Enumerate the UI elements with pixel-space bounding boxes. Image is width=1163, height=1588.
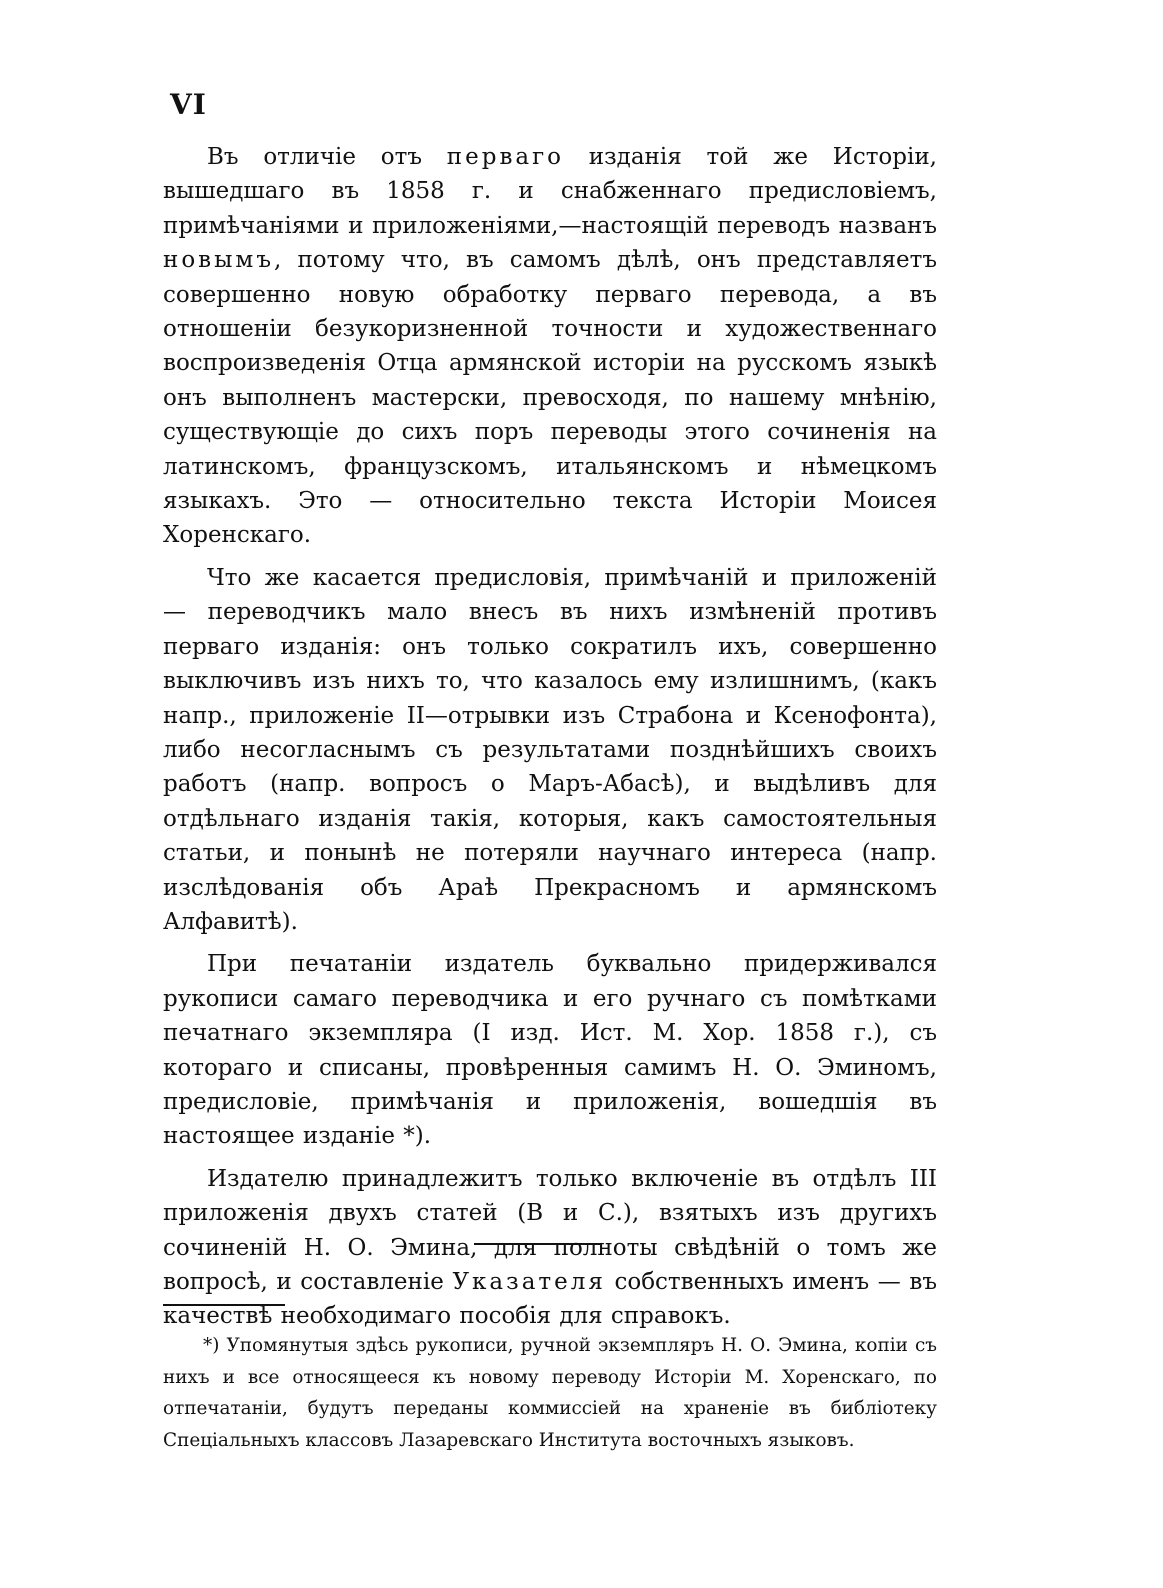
paragraph-3: При печатаніи издатель буквально придерживался рукописи самаго переводчика и его ручнаго съ помѣтками печатнаго экземпляра (I изд. Ист. М. Хор. 1858 г.), съ котораго и списаны, провѣренныя самимъ Н. О. Эминомъ, предисловіе, примѣчанія и приложенія, вошедшія въ настоящее изданіе *). [163,951,937,1150]
paragraph-1-emphasis-a: перваго [446,144,565,170]
paragraph-1-text-a: Въ отличіе отъ [207,144,447,170]
paragraph-4 [163,1162,937,1334]
main-text [163,140,937,1342]
paragraph-4-emphasis: Указателя [452,1269,606,1295]
paragraph-4-text-a: Издателю принадлежитъ только включеніе въ отдѣлъ III приложенія двухъ статей (В и С.), взятыхъ изъ другихъ сочиненій Н. О. Эмина, для полноты свѣдѣній о томъ же вопросѣ, и составленіе [163,1165,937,1295]
footnote-separator [163,1304,285,1306]
page-number: VI [170,88,207,121]
paragraph-1 [163,140,937,553]
paragraph-1-text-b: изданія той же Исторіи, вышедшаго въ 1858 г. и снабженнаго предисловіемъ, примѣчаніями и приложеніями,—настоящій переводъ названъ [163,144,937,239]
section-divider [474,1243,600,1245]
paragraph-1-text-c: , потому что, въ самомъ дѣлѣ, онъ представляетъ совершенно новую обработку перваго перевода, а въ отношеніи безукоризненной точности и художественнаго воспроизведенія Отца армянской исторіи на русскомъ языкѣ онъ выполненъ мастерски, превосходя, по нашему мнѣнію, существующіе до сихъ поръ переводы этого сочиненія на латинскомъ, французскомъ, итальянскомъ и нѣмецкомъ языкахъ. Это — относительно текста Исторіи Моисея Хоренскаго. [163,247,937,549]
paragraph-1-emphasis-b: новымъ [163,247,274,274]
paragraph-2: Что же касается предисловія, примѣчаній и приложеній — переводчикъ мало внесъ въ нихъ измѣненій противъ перваго изданія: онъ только сократилъ ихъ, совершенно выключивъ изъ нихъ то, что казалось ему излишнимъ, (какъ напр., приложеніе II—отрывки изъ Страбона и Ксенофонта), либо несогласнымъ съ результатами позднѣйшихъ своихъ работъ (напр. вопросъ о Маръ-Абасѣ), и выдѣливъ для отдѣльнаго изданія такія, которыя, какъ самостоятельныя статьи, и понынѣ не потеряли научнаго интереса (напр. изслѣдованія объ Араѣ Прекрасномъ и армянскомъ Алфавитѣ). [163,564,937,935]
footnote: *) Упомянутыя здѣсь рукописи, ручной экземпляръ Н. О. Эмина, копіи съ нихъ и все относящееся къ новому переводу Исторіи М. Хоренскаго, по отпечатаніи, будутъ переданы коммиссіей на храненіе въ библіотеку Спеціальныхъ классовъ Лазаревскаго Института восточныхъ языковъ. [163,1335,937,1451]
paragraph-4-text-b: собственныхъ именъ — въ качествѣ необходимаго пособія для справокъ. [163,1269,937,1330]
